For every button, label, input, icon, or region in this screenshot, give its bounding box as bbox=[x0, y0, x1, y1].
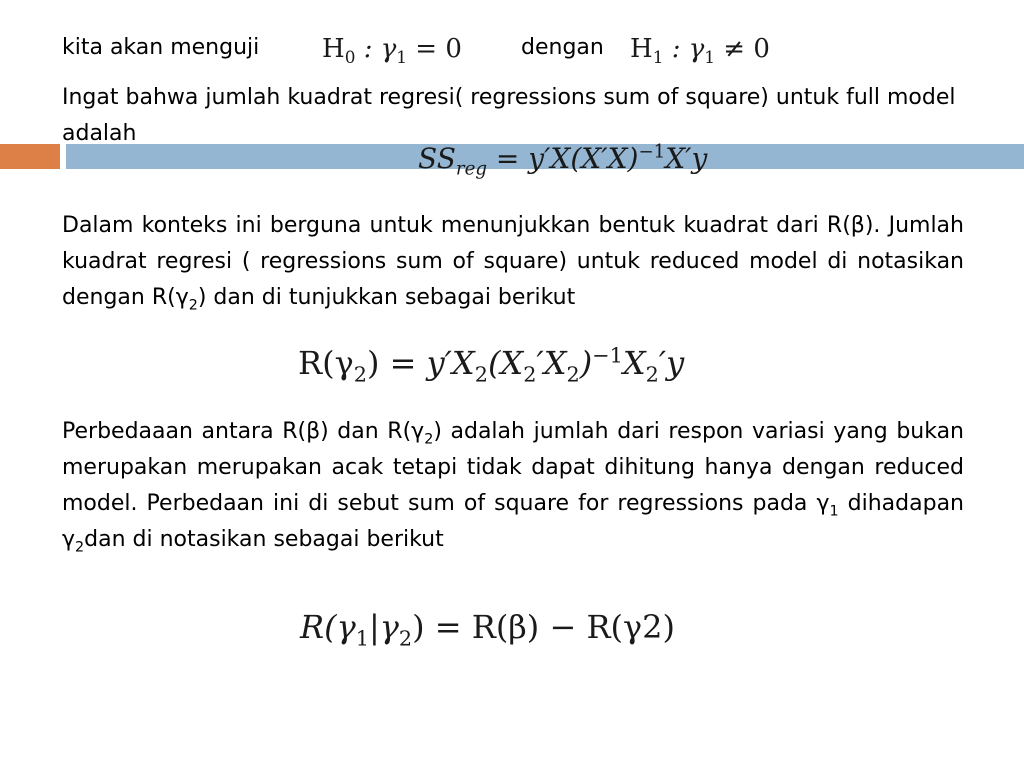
hypothesis-prefix: kita akan menguji bbox=[62, 35, 260, 60]
r-gamma1-given-gamma2-formula: $R(\gamma_1|\gamma_2) = R(\beta) - R(\gamma 2)$ bbox=[300, 608, 675, 651]
h0-formula: $H_0$ : $\gamma_1 = 0$ bbox=[322, 34, 462, 68]
paragraph-reduced-model: Dalam konteks ini berguna untuk menunjukkan bentuk kuadrat dari R(β). Jumlah kuadrat regresi ( regressions sum of square) untuk reduced model di notasikan dengan $R(\gamma_2)$ dan di tunjukkan sebagai berikut bbox=[62, 213, 964, 314]
paragraph-difference: Perbedaaan antara R(β) dan $R(\gamma_2)$ adalah jumlah dari respon variasi yang bukan merupakan merupakan acak tetapi tidak dapat dihitung hanya dengan reduced model. Perbedaan ini di sebut sum of square for regressions pada $\gamma_1$ dihadapan $\gamma_2dan$ di notasikan sebagai berikut bbox=[62, 419, 965, 556]
h1-formula: $H_1$ : $\gamma_1 \ne 0$ bbox=[630, 34, 770, 68]
hypothesis-connector: dengan bbox=[521, 35, 604, 60]
hypothesis-line bbox=[62, 30, 259, 66]
ss-reg-formula: $SS_{reg} = y'X(X'X)^{-1}X'y$ bbox=[418, 141, 708, 180]
paragraph-full-model: Ingat bahwa jumlah kuadrat regresi( regressions sum of square) untuk full model adalah bbox=[62, 85, 956, 146]
r-gamma2-formula: $R(\gamma_2) = y'X_2(X_2'X_2)^{-1}X_2'y$ bbox=[298, 343, 685, 387]
accent-bar-orange bbox=[0, 144, 60, 169]
